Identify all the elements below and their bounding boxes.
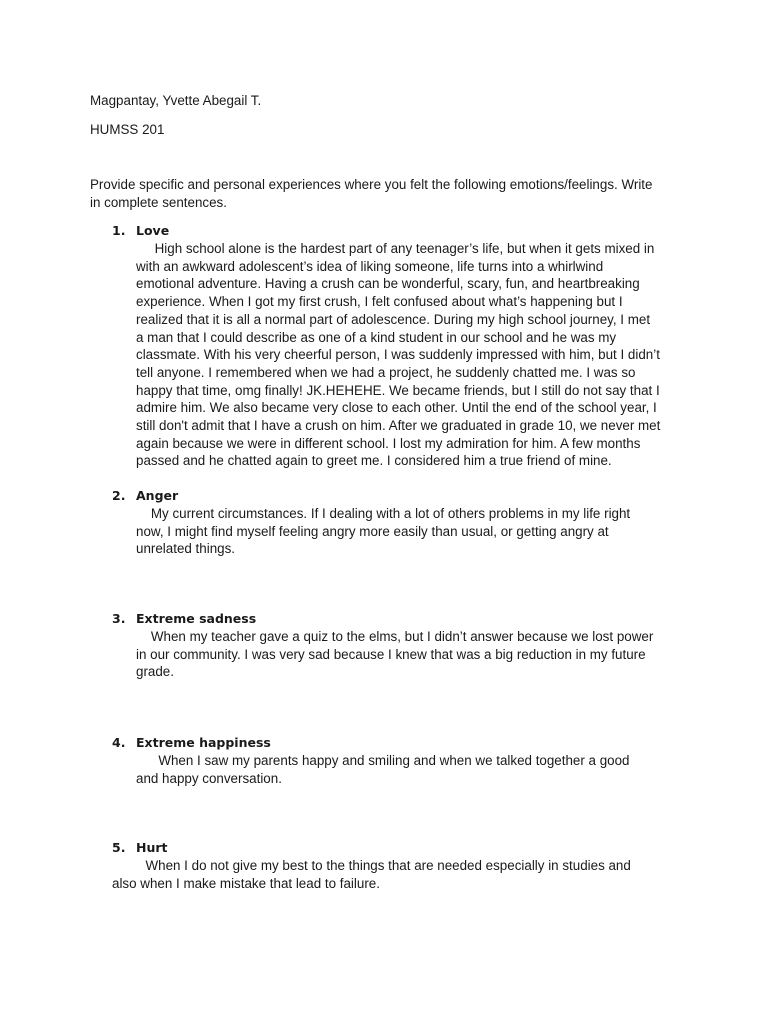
answer-line: a man that I could describe as one of a kind student in our school and he was my (136, 329, 617, 345)
answer-line: with an awkward adolescent’s idea of liking someone, life turns into a whirlwind (136, 258, 604, 274)
answer-line: admire him. We also became very close to each other. Until the end of the school year, I (136, 400, 657, 416)
item-heading: Hurt (136, 840, 168, 855)
item-number: 1. (112, 223, 126, 238)
answer-line: again because we were in different school. I lost my admiration for him. A few months (136, 435, 641, 451)
item-heading: Love (136, 223, 170, 238)
answer-line: emotional adventure. Having a crush can be wonderful, scary, fun, and heartbreaking (136, 276, 640, 292)
answer-line: When my teacher gave a quiz to the elms, but I didn’t answer because we lost power (136, 629, 654, 644)
answer-line: High school alone is the hardest part of any teenager’s life, but when it gets mixed in (136, 241, 655, 256)
answer-line: tell anyone. I remembered when we had a project, he suddenly chatted me. I was so (136, 364, 636, 380)
item-number: 5. (112, 840, 126, 855)
answer-line: now, I might find myself feeling angry more easily than usual, or getting angry at (136, 523, 609, 539)
author-name: Magpantay, Yvette Abegail T. (90, 93, 262, 108)
answer-line: in our community. I was very sad because I knew that was a big reduction in my future (136, 646, 646, 662)
answer-line: grade. (136, 664, 174, 680)
answer-line: happy that time, omg finally! JK.HEHEHE. We became friends, but I still do not say that I (136, 382, 660, 398)
instructions (90, 176, 690, 212)
class-section: HUMSS 201 (90, 122, 165, 137)
item-heading: Extreme happiness (136, 735, 271, 750)
instructions-line: Provide specific and personal experiences where you felt the following emotions/feelings. Write (90, 177, 653, 192)
answer-line: realized that it is all a normal part of adolescence. During my high school journey, I met (136, 311, 651, 327)
answer-line: When I saw my parents happy and smiling and when we talked together a good (136, 753, 630, 768)
instructions-line: in complete sentences. (90, 195, 227, 210)
answer-line: and happy conversation. (136, 770, 282, 786)
item-answer (136, 240, 660, 470)
item-answer (112, 857, 631, 892)
answer-line: still don't admit that I have a crush on him. After we graduated in grade 10, we never met (136, 418, 661, 434)
answer-line: also when I make mistake that lead to failure. (112, 875, 380, 891)
answer-line: When I do not give my best to the things that are needed especially in studies and (112, 858, 631, 873)
item-heading: Extreme sadness (136, 611, 257, 626)
answer-line: My current circumstances. If I dealing with a lot of others problems in my life right (136, 506, 631, 521)
answer-line: unrelated things. (136, 541, 236, 557)
item-answer (136, 628, 653, 681)
item-heading: Anger (136, 488, 179, 503)
item-answer (136, 752, 630, 787)
answer-line: classmate. With his very cheerful person, I was suddenly impressed with him, but I didn’t (136, 347, 660, 363)
answer-line: passed and he chatted again to greet me. I considered him a true friend of mine. (136, 453, 612, 469)
answer-line: experience. When I got my first crush, I felt confused about what’s happening but I (136, 294, 623, 310)
item-answer (136, 505, 630, 558)
item-number: 4. (112, 735, 126, 750)
item-number: 3. (112, 611, 126, 626)
item-number: 2. (112, 488, 126, 503)
